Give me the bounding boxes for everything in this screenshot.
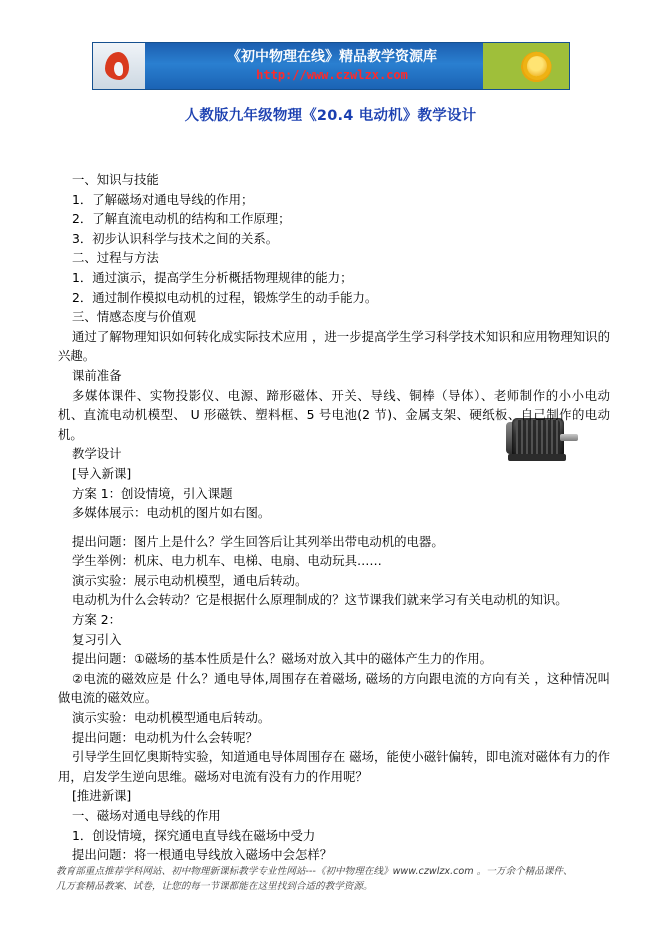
document-body — [58, 170, 610, 865]
body-line: [推进新课] — [72, 788, 132, 804]
body-line: 复习引入 — [72, 631, 122, 647]
body-line: 三、情感态度与价值观 — [72, 309, 196, 325]
body-line: 电动机为什么会转动？它是根据什么原理制成的？这节课我们就来学习有关电动机的知识。 — [72, 592, 568, 608]
body-line: 演示实验：展示电动机模型，通电后转动。 — [72, 572, 308, 588]
banner-title-text: 《初中物理在线》精品教学资源库 — [227, 49, 437, 65]
body-line: 方案 1：创设情境，引入课题 — [72, 485, 233, 501]
body-line: 二、过程与方法 — [72, 250, 159, 266]
body-line: 提出问题：电动机为什么会转呢？ — [72, 729, 258, 745]
body-line: 演示实验：电动机模型通电后转动。 — [72, 710, 271, 726]
footer-line-2: 几万套精品教案、试卷，让您的每一节课都能在这里找到合适的教学资源。 — [56, 881, 373, 892]
banner-url[interactable]: http://www.czwlzx.com — [256, 68, 408, 82]
banner-logo-area — [93, 43, 145, 89]
body-line: [导入新课] — [72, 465, 132, 481]
site-banner — [92, 42, 570, 90]
body-line: 提出问题：①磁场的基本性质是什么？磁场对放入其中的磁体产生力的作用。 — [72, 651, 492, 667]
body-line: 一、知识与技能 — [72, 172, 159, 187]
body-line: 1．了解磁场对通电导线的作用； — [72, 191, 254, 207]
body-line: 3．初步认识科学与技术之间的关系。 — [72, 230, 279, 246]
banner-text-block — [147, 48, 517, 83]
body-line: 教学设计 — [72, 446, 122, 462]
body-line: 一、磁场对通电导线的作用 — [72, 808, 221, 823]
body-line: ②电流的磁效应是 什么？通电导体,周围存在着磁场, 磁场的方向跟电流的方向有关 ，这种情况叫做电流的磁效应。 — [58, 670, 610, 706]
page-title: 人教版九年级物理《20.4 电动机》教学设计 — [184, 108, 477, 124]
body-line: 方案 2： — [72, 612, 121, 628]
page-footer — [56, 864, 616, 894]
flame-swirl-logo-icon — [103, 50, 133, 82]
body-line: 1．通过演示，提高学生分析概括物理规律的能力； — [72, 269, 353, 285]
body-line: 通过了解物理知识如何转化成实际技术应用 ，进一步提高学生学习科学技术知识和应用物理知识的兴趣。 — [58, 328, 610, 364]
body-line: 引导学生回忆奥斯特实验，知道通电导体周围存在 磁场，能使小磁针偏转，即电流对磁体有力的作用，启发学生逆向思维。磁场对电流有没有力的作用呢？ — [58, 749, 610, 784]
banner-title — [147, 48, 517, 66]
body-line: 多媒体课件、实物投影仪、电源、蹄形磁体、开关、导线、铜棒（导体）、老师制作的小小电动机、直流电动机模型、 U 形磁铁、塑料框、5 号电池(2 节)、金属支架、硬纸板、自己制作的电动机。 — [58, 387, 610, 442]
body-line: 提出问题：图片上是什么？学生回答后让其列举出带电动机的电器。 — [72, 533, 444, 549]
body-line: 课前准备 — [72, 367, 122, 383]
body-line: 2．了解直流电动机的结构和工作原理； — [72, 211, 291, 227]
body-line: 1．创设情境，探究通电直导线在磁场中受力 — [72, 827, 316, 843]
body-line: 提出问题：将一根通电导线放入磁场中会怎样？ — [72, 847, 333, 863]
body-line: 2．通过制作模拟电动机的过程，锻炼学生的动手能力。 — [72, 289, 378, 305]
body-line: 学生举例：机床、电力机车、电梯、电扇、电动玩具…… — [72, 553, 382, 569]
body-line: 多媒体展示：电动机的图片如右图。 — [72, 505, 271, 521]
footer-line-1: 教育部重点推荐学科网站、初中物理新课标教学专业性网站---《初中物理在线》www.czwlzx.com 。一万余个精品课件、 — [56, 866, 573, 877]
